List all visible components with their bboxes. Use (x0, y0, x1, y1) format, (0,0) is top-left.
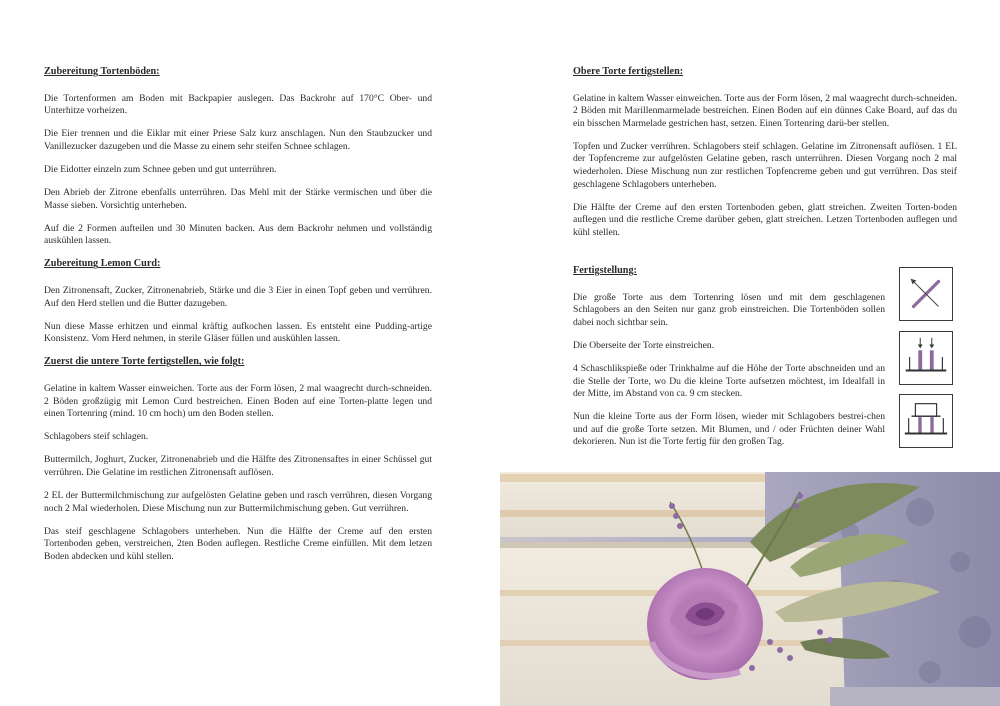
paragraph: Den Abrieb der Zitrone ebenfalls unterrühren. Das Mehl mit der Stärke vermischen und über die Masse sieben. Vorsichtig unterheben. (44, 187, 432, 211)
cake-photo (500, 472, 1000, 706)
paragraph: Auf die 2 Formen aufteilen und 30 Minuten backen. Aus dem Backrohr nehmen und vollständig auskühlen lassen. (44, 222, 432, 247)
right-column (573, 66, 957, 250)
skewer-insert-icon (899, 331, 953, 385)
paragraph: Das steif geschlagene Schlagobers unterheben. Nun die Hälfte der Creme auf den ersten Tortenboden geben, verstreichen, 2ten Boden auflegen. Restliche Creme einfüllen. Mit dem letzen Boden abdecken und kühl stellen. (44, 525, 432, 562)
stacked-cake-icon (899, 394, 953, 448)
paragraph: 4 Schaschlikspieße oder Trinkhalme auf die Höhe der Torte abschneiden und an die Stelle der Torte, wo Du die kleine Torte aufsetzen möchtest, im Idealfall in der Mitte, im Abstand von ca. 9 cm stecken. (573, 362, 885, 400)
heading-obere-torte: Obere Torte fertigstellen: (573, 66, 684, 77)
heading-tortenboeden: Zubereitung Tortenböden: (44, 66, 160, 77)
heading-fertigstellung: Fertigstellung: (573, 265, 637, 276)
paragraph: 2 EL der Buttermilchmischung zur aufgelösten Gelatine geben und rasch verrühren, diesen Vorgang noch 2 Mal wiederholen. Diese Mischung nun zur Buttermilchmischung geben. Gut verrühren. (44, 490, 432, 514)
paragraph: Die Oberseite der Torte einstreichen. (573, 339, 715, 351)
paragraph: Nun die kleine Torte aus der Form lösen, wieder mit Schlagobers bestrei-chen und auf die große Torte setzen. Mit Blumen, und / oder Früchten deiner Wahl dekorieren. Nun ist die Torte fertig für den großen Tag. (573, 411, 885, 448)
paragraph: Schlagobers steif schlagen. (44, 431, 149, 443)
skewer-cutting-icon (899, 267, 953, 321)
paragraph: Gelatine in kaltem Wasser einweichen. Torte aus der Form lösen, 2 mal waagrecht durch-schneiden. 2 Böden mit Marillenmarmelade bestreichen. Einen Boden auf ein dünnes Cake Board, auf das du ein bisschen Marmelade gestrichen hast, setzen. Einen Tortenring darü-ber stellen. (573, 92, 957, 129)
paragraph: Die Eier trennen und die Eiklar mit einer Priese Salz kurz anschlagen. Nun den Staubzucker und Vanillezucker dazugeben und die Masse zu einem sehr steifen Schnee schlagen. (44, 128, 432, 152)
paragraph: Die Eidotter einzeln zum Schnee geben und gut unterrühren. (44, 163, 277, 175)
left-column (44, 66, 432, 574)
final-section (573, 265, 885, 460)
paragraph: Die Tortenformen am Boden mit Backpapier auslegen. Das Backrohr auf 170°C Ober- und Unterhitze vorheizen. (44, 92, 432, 117)
paragraph: Die große Torte aus dem Tortenring lösen und mit dem geschlagenen Schlagobers an den Seiten nur ganz grob einstreichen. Die Tortenböden sollen dabei noch sichtbar sein. (573, 291, 885, 328)
heading-untere-torte: Zuerst die untere Torte fertigstellen, wie folgt: (44, 356, 245, 368)
heading-lemon-curd: Zubereitung Lemon Curd: (44, 258, 161, 270)
paragraph: Gelatine in kaltem Wasser einweichen. Torte aus der Form lösen, 2 mal waagrecht durch-schneiden. 2 Böden großzügig mit Lemon Curd bestreichen. Einen Boden auf eine Torten-platte legen und einen Tortenring (mind. 10 cm hoch) um den Boden stellen. (44, 383, 432, 420)
paragraph: Den Zitronensaft, Zucker, Zitronenabrieb, Stärke und die 3 Eier in einen Topf geben und verrühren. Auf den Herd stellen und die Butter dazugeben. (44, 285, 432, 309)
paragraph: Buttermilch, Joghurt, Zucker, Zitronenabrieb und die Hälfte des Zitronensaftes in einer Schüssel gut verrühren. Die Gelatine im restlichen Zitronensaft auflösen. (44, 454, 432, 478)
paragraph: Topfen und Zucker verrühren. Schlagobers steif schlagen. Gelatine im Zitronensaft auflösen. 1 EL der Topfencreme zur aufgelösten Gelatine geben, rasch unterrühren. Diesen Vorgang noch 2 mal wiederholen. Diese Mischung nun zur restlichen Topfencreme geben und gut verrühren. Das steif geschlagene Schlagobers unterheben. (573, 140, 957, 190)
paragraph: Die Hälfte der Creme auf den ersten Tortenboden geben, glatt streichen. Zweiten Torten-boden auflegen und die restliche Creme darüber geben, glatt streichen. Letzen Tortenboden auflegen und kühl stellen. (573, 201, 957, 238)
paragraph: Nun diese Masse erhitzen und einmal kräftig aufkochen lassen. Es entsteht eine Pudding-artige Konsistenz. Vom Herd nehmen, in sterile Gläser füllen und auskühlen lassen. (44, 320, 432, 345)
